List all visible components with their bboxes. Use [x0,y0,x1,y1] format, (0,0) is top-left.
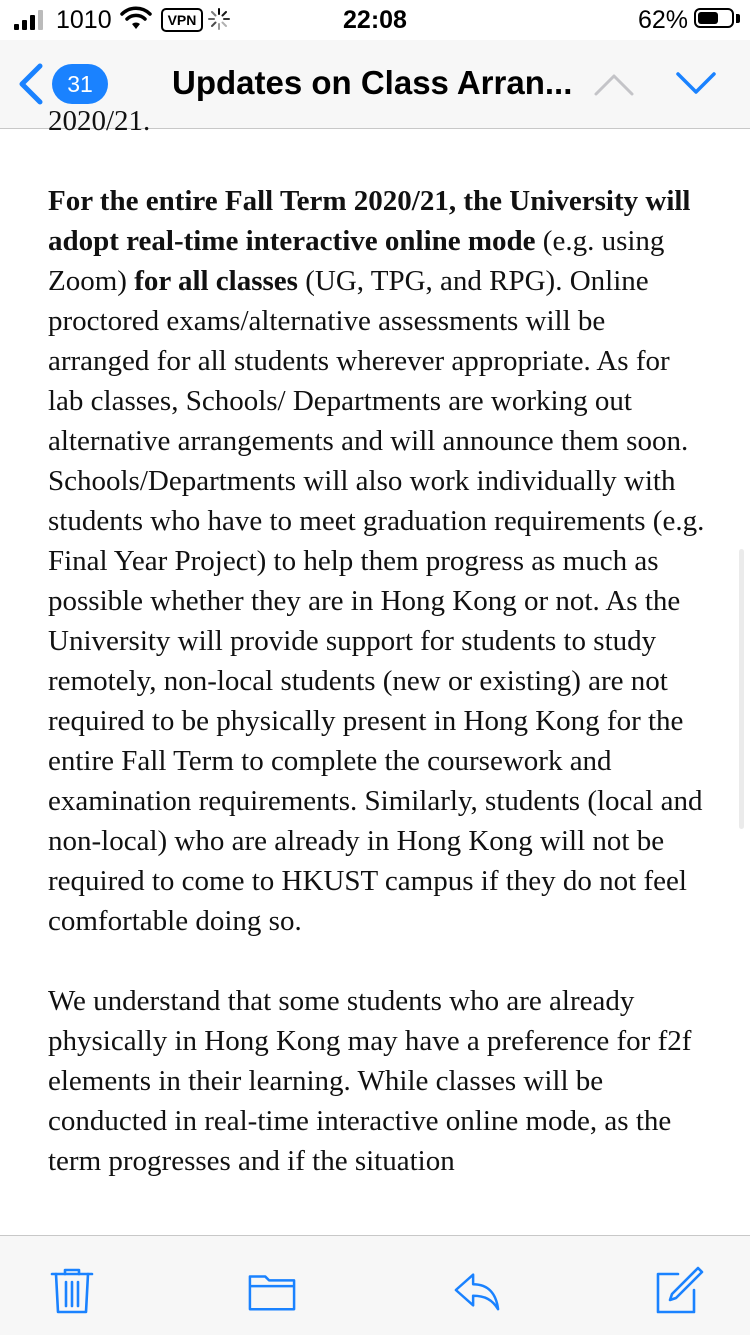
bold-text-run: For the entire Fall Term 2020/21, the University will adopt real-time interactive online mode [48,185,691,257]
next-message-icon[interactable] [674,68,718,100]
clock: 22:08 [343,6,407,34]
battery-percent: 62% [637,6,688,34]
folder-icon[interactable] [248,1266,296,1314]
status-bar [0,0,750,40]
text-run: (UG, TPG, and RPG). Online proctored exams/alternative assessments will be arranged for all students wherever appropriate. As for lab classes, Schools/ Departments are working out alternative arrangements and will announce them soon. Schools/Departments will also work individually with students who have to meet graduation requirements (e.g. Final Year Project) to help them progress as much as possible whether they are in Hong Kong or not. As the University will provide support for students to study remotely, non-local students (new or existing) are not required to be physically present in Hong Kong for the entire Fall Term to complete the coursework and examination requirements. Similarly, students (local and non-local) who are already in Hong Kong will not be required to come to HKUST campus if they do not feel comfortable doing so. [48,265,705,937]
mailbox-count-button[interactable]: 31 [52,64,108,104]
email-paragraph [48,181,708,941]
vpn-badge: VPN [161,8,203,32]
message-body-scroll[interactable] [0,105,750,1235]
carrier-name: 1010 [56,6,112,34]
bold-text-run: for all classes [134,265,298,297]
battery-level [698,12,718,24]
text-run: We understand that some students who are already physically in Hong Kong may have a preference for f2f elements in their learning. While classes will be conducted in real-time interactive online mode, as the term progresses and if the situation [48,985,692,1177]
paragraph-container [48,181,708,1181]
previous-message-icon[interactable] [592,68,636,100]
battery-icon [694,8,734,28]
email-paragraph [48,981,708,1181]
battery-terminal [736,14,740,23]
reply-icon[interactable] [452,1266,500,1314]
page-title: Updates on Class Arran... [172,64,573,101]
compose-icon[interactable] [654,1266,702,1314]
bottom-toolbar [0,1235,750,1335]
cut-off-line: 2020/21. [48,105,151,137]
trash-icon[interactable] [48,1266,96,1314]
text-run: (e.g. using Zoom) [48,225,665,297]
message-body [48,101,708,1221]
back-chevron-icon[interactable] [16,62,46,106]
scroll-indicator[interactable] [739,549,744,829]
